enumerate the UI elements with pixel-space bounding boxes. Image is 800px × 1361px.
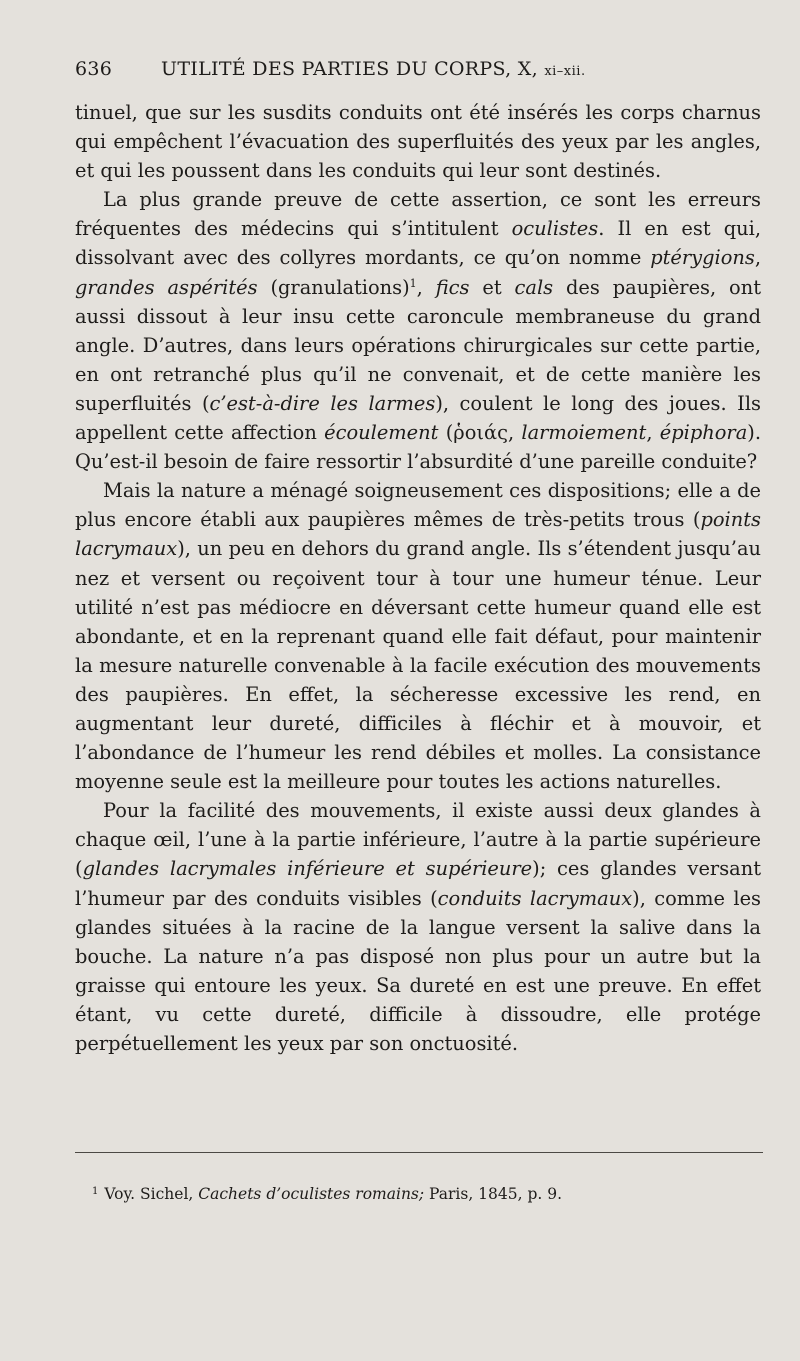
footnote-reference: 1 [409, 276, 417, 290]
term-larmoiement: larmoiement [521, 421, 647, 445]
term-grandes-asperites: grandes aspérités [75, 275, 258, 299]
paragraph-4: Pour la facilité des mouvements, il existe aussi deux glandes à chaque œil, l’une à la partie inférieure, l’autre à la partie supérieure (glandes lacrymales inférieure et supérieure); ces glandes versant l’humeur par des conduits visibles (conduits lacrymaux), comme les glandes situées à la racine de la langue versent la salive dans la bouche. La nature n’a pas disposé non plus pour un autre but la graisse qui entoure les yeux. Sa dureté en est une preuve. En effet étant, vu cette dureté, difficile à dissoudre, elle protége perpétuellement les yeux par son onctuosité. [75, 799, 761, 1055]
term-ecoulement: écoulement [324, 421, 439, 445]
term-cals: cals [514, 275, 554, 299]
footnote-marker: 1 [92, 1186, 99, 1197]
running-title [161, 58, 586, 80]
term-epiphora: épiphora [659, 421, 748, 445]
term-pterygions: ptérygions [650, 246, 755, 270]
footnote-divider [75, 1152, 763, 1153]
section-reference: xi–xii. [544, 64, 586, 79]
term-glandes-lacrymales: glandes lacrymales inférieure et supérieure [82, 857, 533, 881]
page-number: 636 [75, 58, 113, 80]
main-text [75, 98, 761, 1058]
term-larmes: c’est-à-dire les larmes [209, 391, 436, 415]
running-title-text: UTILITÉ DES PARTIES DU CORPS, X, [161, 58, 538, 80]
paragraph-3: Mais la nature a ménagé soigneusement ces dispositions; elle a de plus encore établi aux paupières mêmes de très-petits trous (points lacrymaux), un peu en dehors du grand angle. Ils s’étendent jusqu’au nez et versent ou reçoivent tour à tour une humeur ténue. Leur utilité n’est pas médiocre en déversant cette humeur quand elle est abondante, et en la reprenant quand elle fait défaut, pour maintenir la mesure naturelle convenable à la facile exécution des mouvements des paupières. En effet, la sécheresse excessive les rend, en augmentant leur dureté, difficiles à fléchir et à mouvoir, et l’abondance de l’humeur les rend débiles et molles. La consistance moyenne seule est la meilleure pour toutes les actions naturelles. [75, 479, 761, 794]
term-fics: fics [435, 275, 470, 299]
term-points-lacrymaux: points lacrymaux [75, 508, 761, 561]
footnote-title: Cachets d’oculistes romains; [198, 1185, 425, 1203]
paragraph-1: tinuel, que sur les susdits conduits ont été insérés les corps charnus qui empêchent l’évacuation des superfluités des yeux par les angles, et qui les poussent dans les conduits qui leur sont destinés. [75, 101, 761, 183]
footnote: $^1$ Voy. Sichel, Cachets d’oculistes romains; Paris, 1845, p. 9. [92, 1185, 563, 1203]
paragraph-2: La plus grande preuve de cette assertion, ce sont les erreurs fréquentes des médecins qui s’intitulent oculistes. Il en est qui, dissolvant avec des collyres mordants, ce qu’on nomme ptérygions, grandes aspérités (granulations)$^1$, fics et cals des paupières, ont aussi dissout à leur insu cette caroncule membraneuse du grand angle. D’autres, dans leurs opérations chirurgicales sur cette partie, en ont retranché plus qu’il ne convenait, et de cette manière les superfluités (c’est-à-dire les larmes), coulent le long des joues. Ils appellent cette affection écoulement (ῥοιάς, larmoiement, épiphora). Qu’est-il besoin de faire ressortir l’absurdité d’une pareille conduite? [75, 188, 761, 474]
term-conduits-lacrymaux: conduits lacrymaux [437, 886, 633, 910]
term-oculistes: oculistes [511, 217, 599, 241]
